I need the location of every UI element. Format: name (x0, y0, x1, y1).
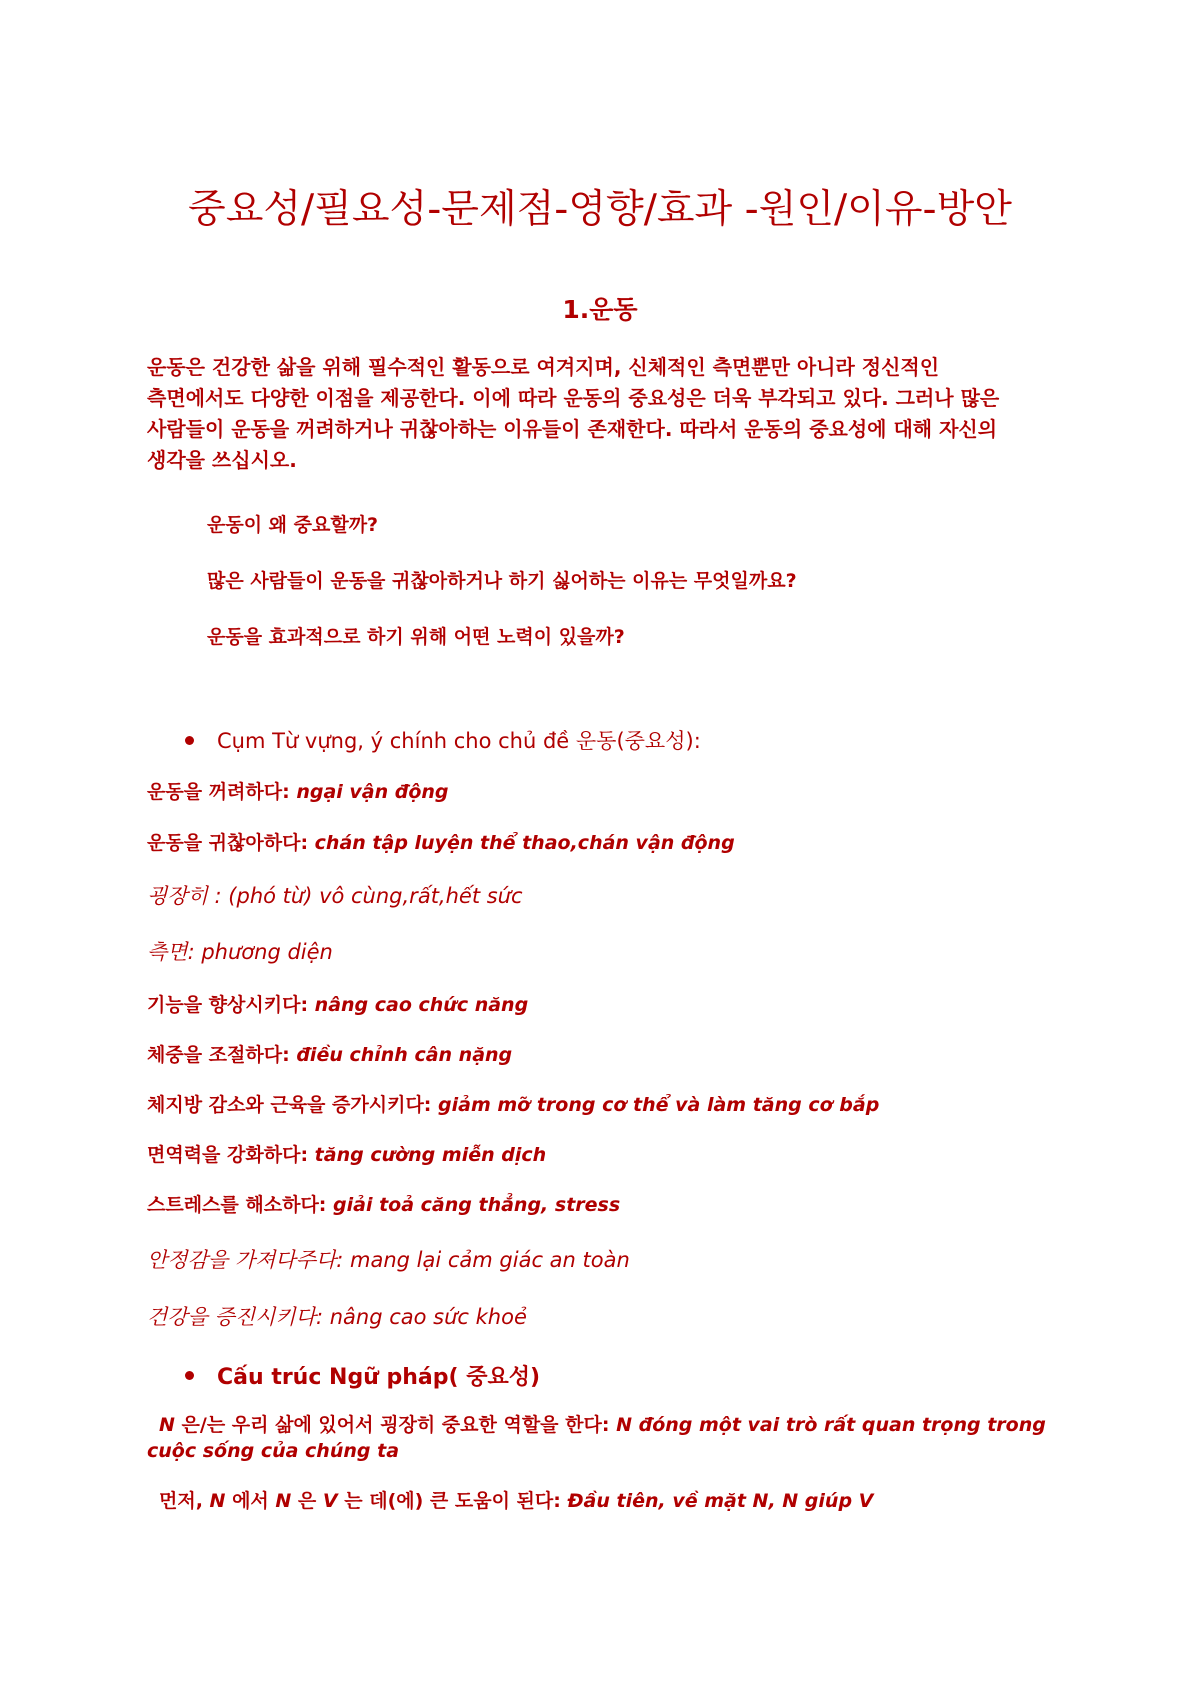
bullet-icon (185, 1371, 194, 1380)
grammar-var: N (275, 1490, 292, 1512)
section-heading: 1.운동 (562, 295, 638, 324)
vocab-item (147, 828, 735, 855)
grammar-meaning: N đóng một vai trò rất quan trọng trong cuộc sống của chúng ta (147, 1414, 1046, 1462)
vocab-meaning: chán tập luyện thể thao,chán vận động (314, 832, 735, 854)
vocab-korean: 측면: (147, 940, 195, 964)
vocab-korean: 스트레스를 해소하다: (147, 1194, 327, 1216)
grammar-item (147, 1412, 1047, 1464)
intro-paragraph (147, 352, 1047, 476)
grammar-korean: 는 데(에) 큰 도움이 된다: (337, 1490, 561, 1512)
vocab-meaning: tăng cường miễn dịch (314, 1144, 547, 1166)
vocab-meaning: nâng cao sức khoẻ (329, 1305, 527, 1329)
vocab-korean: 굉장히 : (147, 884, 222, 908)
vocab-item (147, 1244, 630, 1274)
grammar-korean: 은/는 우리 삶에 있어서 굉장히 중요한 역할을 한다: (174, 1414, 610, 1436)
grammar-var: V (322, 1490, 338, 1512)
vocab-korean: 건강을 증진시키다: (147, 1305, 324, 1329)
grammar-heading-text: Cấu trúc Ngữ pháp( 중요성) (217, 1365, 541, 1390)
grammar-item (159, 1488, 873, 1514)
vocab-item (147, 880, 523, 910)
vocab-item (147, 777, 449, 804)
vocab-item (147, 1090, 879, 1117)
vocab-item (147, 936, 333, 966)
vocab-item (147, 1301, 527, 1331)
vocab-korean: 운동을 꺼려하다: (147, 781, 290, 803)
vocab-korean: 안정감을 가져다주다: (147, 1248, 344, 1272)
vocab-meaning: phương diện (201, 940, 333, 964)
page-title: 중요성/필요성-문제점-영향/효과 -원인/이유-방안 (188, 187, 1012, 232)
vocab-meaning: mang lại cảm giác an toàn (350, 1248, 630, 1272)
vocab-meaning: giải toả căng thẳng, stress (333, 1194, 621, 1216)
question-3: 운동을 효과적으로 하기 위해 어떤 노력이 있을까? (207, 626, 625, 648)
vocab-meaning: ngại vận động (296, 781, 449, 803)
vocab-item (147, 1040, 512, 1067)
vocab-meaning: điều chỉnh cân nặng (296, 1044, 513, 1066)
vocab-item (147, 1140, 546, 1167)
grammar-meaning: Đầu tiên, về mặt N, N giúp V (567, 1490, 874, 1512)
question-1: 운동이 왜 중요할까? (207, 514, 379, 536)
question-2: 많은 사람들이 운동을 귀찮아하거나 하기 싫어하는 이유는 무엇일까요? (207, 570, 797, 592)
vocab-korean: 체지방 감소와 근육을 증가시키다: (147, 1094, 432, 1116)
vocab-korean: 면역력을 강화하다: (147, 1144, 309, 1166)
vocab-meaning: giảm mỡ trong cơ thể và làm tăng cơ bắp (438, 1094, 880, 1116)
grammar-korean: 에서 (225, 1490, 276, 1512)
grammar-var: N (159, 1414, 175, 1436)
grammar-korean: 먼저, (159, 1490, 210, 1512)
intro-line: 운동은 건강한 삶을 위해 필수적인 활동으로 여겨지며, 신체적인 측면뿐만 아니라 정신적인 (147, 355, 940, 379)
grammar-korean: 은 (291, 1490, 323, 1512)
bullet-icon (185, 736, 194, 745)
vocab-korean: 운동을 귀찮아하다: (147, 832, 309, 854)
intro-line: 생각을 쓰십시오. (147, 448, 297, 472)
grammar-var: N (209, 1490, 226, 1512)
intro-line: 측면에서도 다양한 이점을 제공한다. 이에 따라 운동의 중요성은 더욱 부각되고 있다. 그러나 많은 (147, 386, 1000, 410)
vocab-heading-text: Cụm Từ vựng, ý chính cho chủ đề 운동(중요성): (217, 729, 701, 753)
vocab-meaning: (phó từ) vô cùng,rất,hết sức (228, 884, 523, 908)
vocab-korean: 기능을 향상시키다: (147, 994, 309, 1016)
intro-line: 사람들이 운동을 꺼려하거나 귀찮아하는 이유들이 존재한다. 따라서 운동의 중요성에 대해 자신의 (147, 417, 998, 441)
vocab-meaning: nâng cao chức năng (314, 994, 529, 1016)
vocab-item (147, 990, 528, 1017)
vocab-korean: 체중을 조절하다: (147, 1044, 290, 1066)
vocab-item (147, 1190, 620, 1217)
